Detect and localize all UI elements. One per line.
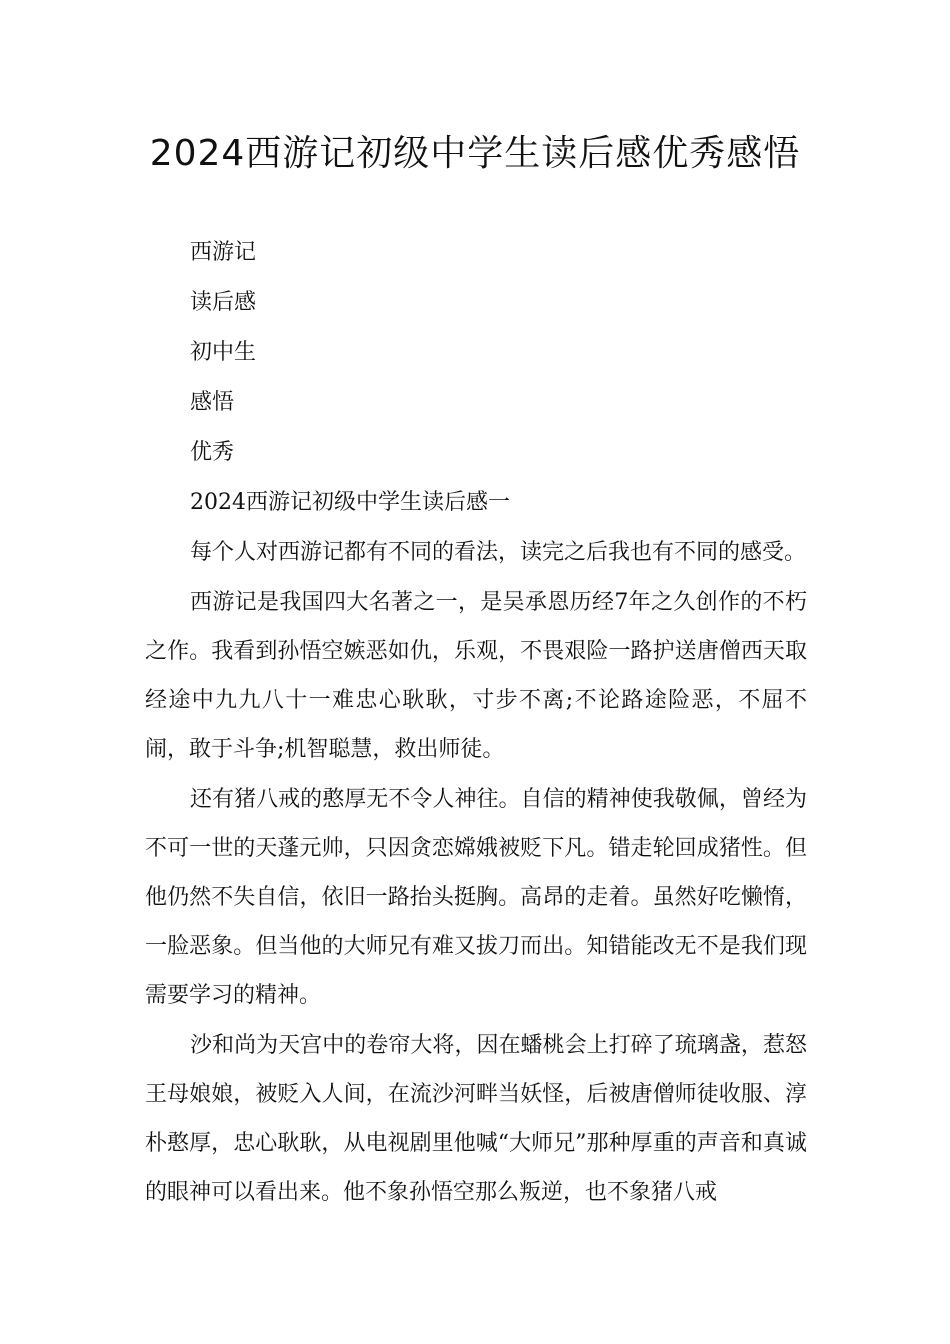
- paragraph: 还有猪八戒的憨厚无不令人神往。自信的精神使我敬佩，曾经为不可一世的天蓬元帅，只因贪恋嫦娥被贬下凡。错走轮回成猪性。但他仍然不失自信，依旧一路抬头挺胸。高昂的走着。虽然好吃懒惰，一脸恶象。但当他的大师兄有难又拔刀而出。知错能改无不是我们现需要学习的精神。: [145, 787, 807, 1008]
- document-title: 2024西游记初级中学生读后感优秀感悟: [149, 133, 801, 174]
- keyword-line: 感悟: [190, 390, 235, 415]
- keyword-line: 优秀: [190, 440, 235, 465]
- keyword-line: 西游记: [190, 240, 257, 265]
- document-body: [145, 228, 807, 1217]
- paragraph: 西游记是我国四大名著之一，是吴承恩历经7年之久创作的不朽之作。我看到孙悟空嫉恶如仇，乐观，不畏艰险一路护送唐僧西天取经途中九九八十一难忠心耿耿，寸步不离;不论路途险恶，不屈不闹，敢于斗争;机智聪慧，救出师徒。: [145, 590, 807, 762]
- paragraph: 沙和尚为天宫中的卷帘大将，因在蟠桃会上打碎了琉璃盏，惹怒王母娘娘，被贬入人间，在流沙河畔当妖怪，后被唐僧师徒收服、淳朴憨厚，忠心耿耿，从电视剧里他喊“大师兄”那种厚重的声音和真诚的眼神可以看出来。他不象孙悟空那么叛逆，也不象猪八戒: [145, 1033, 807, 1205]
- section-heading: 2024西游记初级中学生读后感一: [190, 490, 510, 515]
- keyword-line: 初中生: [190, 340, 257, 365]
- paragraph: 每个人对西游记都有不同的看法，读完之后我也有不同的感受。: [190, 540, 807, 565]
- keyword-line: 读后感: [190, 290, 257, 315]
